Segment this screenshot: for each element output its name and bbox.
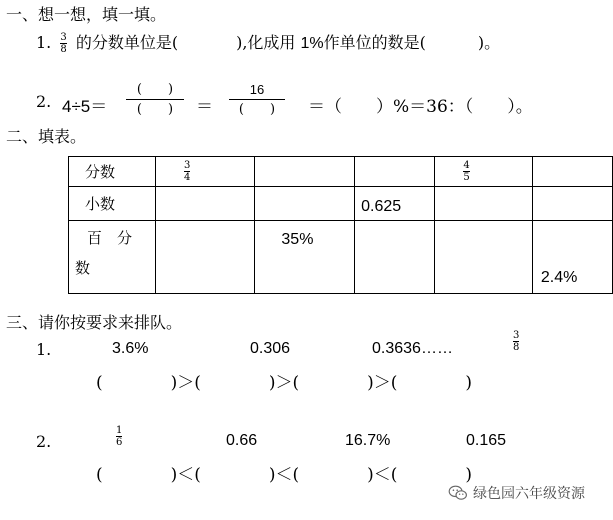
fraction-decimal-percent-table — [68, 156, 613, 294]
q1-1-text-d: )。 — [477, 33, 501, 52]
fraction-numerator: 1 — [116, 425, 123, 436]
fraction-denominator-blank[interactable]: ( ) — [238, 102, 276, 117]
section2-heading: 二、填表。 — [6, 127, 87, 146]
section1-heading: 一、想一想，填一填。 — [6, 5, 167, 24]
q1-2-lhs: 4÷5＝ — [62, 97, 108, 116]
q1-1-text-a: 的分数单位是( — [75, 33, 179, 52]
fraction-1-6-stack — [116, 425, 122, 448]
q1-1-line — [36, 30, 500, 55]
fraction-3-8 — [60, 32, 66, 55]
fraction-numerator: 3 — [60, 32, 67, 43]
q3-2-order-line[interactable]: ( )＜( )＜( )＜( ) — [96, 465, 473, 485]
q3-1-item-2: 0.306 — [250, 340, 291, 357]
table-cell-empty[interactable] — [532, 187, 612, 221]
q3-1-number: 1. — [36, 340, 52, 359]
fraction-numerator: 4 — [463, 160, 470, 171]
table-cell-empty[interactable] — [255, 157, 355, 187]
table-row — [69, 157, 613, 187]
fraction-numerator: 3 — [183, 160, 191, 171]
q3-2-item-3: 0.165 — [466, 432, 507, 449]
fraction-3-8 — [513, 330, 519, 353]
q1-1-text-c: 作单位的数是( — [323, 33, 426, 52]
q1-2-number: 2. — [36, 92, 52, 111]
q3-2-item-2: 16.7% — [345, 432, 391, 449]
table-cell-empty[interactable] — [155, 221, 254, 294]
watermark-text: 绿色园六年级资源 — [473, 486, 585, 502]
watermark — [448, 483, 585, 503]
fraction-denominator: 6 — [116, 437, 123, 448]
table-cell-empty[interactable] — [435, 221, 533, 294]
fraction-denominator: 4 — [183, 172, 191, 183]
table-cell-empty[interactable] — [435, 187, 533, 221]
fraction-denominator-blank[interactable]: ( ) — [136, 102, 174, 117]
q1-2-equals: ＝ — [196, 97, 213, 116]
fraction-numerator-16: 16 — [249, 82, 265, 97]
table-label-percent-line1: 百 分 — [87, 229, 133, 247]
table-cell-empty[interactable] — [155, 187, 254, 221]
q1-2-tail: ＝（ ）%＝36：（ ）。 — [308, 97, 533, 117]
wechat-icon — [448, 485, 468, 501]
table-cell-empty[interactable] — [532, 157, 612, 187]
q1-1-percent: 1% — [300, 35, 324, 52]
table-row — [69, 187, 613, 221]
q1-1-number: 1. — [36, 33, 52, 52]
q3-1-item-1: 3.6% — [112, 340, 149, 357]
section3-heading: 三、请你按要求来排队。 — [6, 313, 183, 332]
fraction-3-4 — [184, 160, 190, 183]
fraction-16-blank — [229, 82, 285, 117]
fraction-denominator: 5 — [463, 172, 470, 183]
q3-1-order-line[interactable]: ( )＞( )＞( )＞( ) — [96, 373, 473, 393]
table-label-percent-line2: 数 — [75, 259, 91, 277]
table-cell-empty[interactable] — [255, 187, 355, 221]
table-label-percent — [69, 221, 156, 294]
fraction-4-5 — [463, 160, 469, 183]
fraction-denominator: 8 — [513, 342, 520, 353]
table-label-fraction: 分数 — [69, 157, 156, 187]
fraction-denominator: 8 — [60, 44, 67, 55]
fraction-3-8-stack — [513, 330, 519, 353]
q3-2-number: 2. — [36, 432, 52, 451]
table-cell-fraction-4-5 — [435, 157, 533, 187]
fraction-blank-blank — [126, 82, 184, 117]
table-cell-empty[interactable] — [355, 157, 435, 187]
table-cell-fraction-3-4 — [155, 157, 254, 187]
table-row — [69, 221, 613, 294]
table-label-decimal: 小数 — [69, 187, 156, 221]
table-cell-empty[interactable] — [355, 221, 435, 294]
q1-1-text-b: ),化成用 — [236, 33, 296, 52]
table-cell-decimal-0625: 0.625 — [355, 187, 435, 221]
table-cell-percent-2-4: 2.4% — [532, 221, 612, 294]
fraction-numerator: 3 — [513, 330, 520, 341]
fraction-numerator-blank[interactable]: ( ) — [136, 82, 174, 97]
q3-2-item-1: 0.66 — [226, 432, 258, 449]
table-cell-percent-35: 35% — [255, 221, 355, 294]
q3-1-item-3: 0.3636…… — [372, 340, 453, 357]
fraction-1-6 — [116, 425, 122, 448]
